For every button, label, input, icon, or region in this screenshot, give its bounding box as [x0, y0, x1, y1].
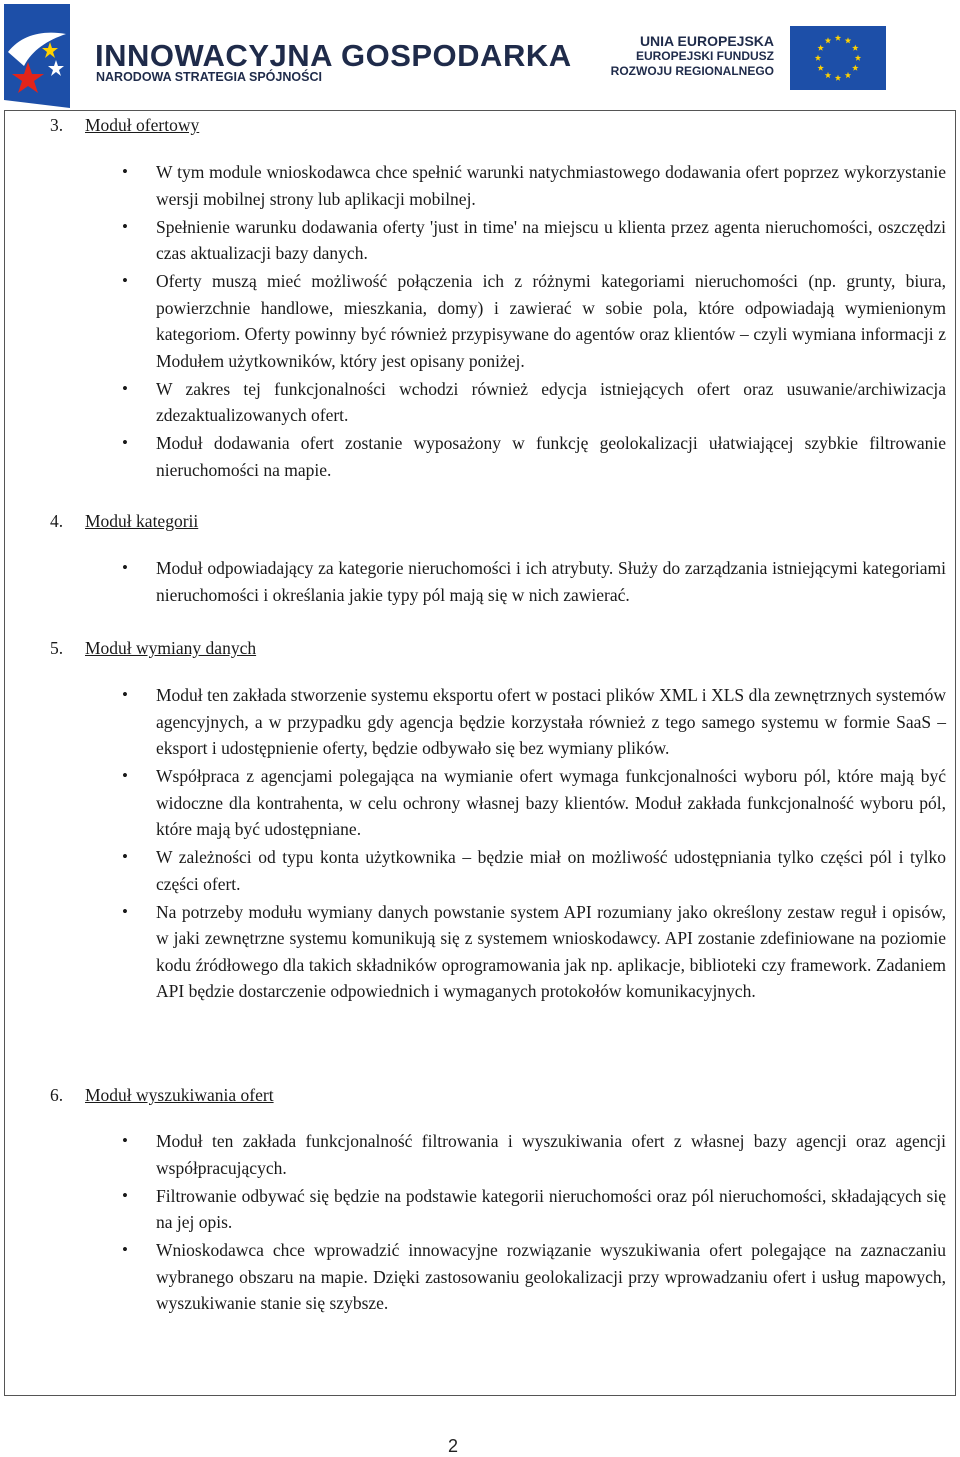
bullet-list-4 [156, 555, 946, 610]
bullet-list-3 [156, 159, 946, 485]
section-number: 3. [50, 115, 64, 135]
section-title: Moduł wyszukiwania ofert [85, 1085, 274, 1105]
section-number: 4. [50, 511, 64, 531]
eu-line-2: EUROPEJSKI FUNDUSZ [635, 49, 774, 63]
list-item: • Współpraca z agencjami polegająca na wymianie ofert wymaga funkcjonalności wyboru pól, które mają być widoczne dla kontrahenta, w celu ochrony własnej bazy klientów. Moduł zakłada funkcjonalność wyboru pól, które mają być udostępniane. [156, 763, 946, 843]
list-item: • Moduł ten zakłada stworzenie systemu eksportu ofert w postaci plików XML i XLS dla zewnętrznych systemów agencyjnych, a w przypadku gdy agencja będzie korzystała również z tego samego systemu w formie SaaS – eksport i udostępnienie oferty, będzie odbywało się bez wymiany plików. [156, 682, 946, 762]
section-title: Moduł kategorii [85, 511, 199, 531]
innowacyjna-gospodarka-logo-icon [4, 4, 70, 108]
section-title: Moduł ofertowy [85, 115, 200, 135]
eu-line-3: ROZWOJU REGIONALNEGO [610, 64, 774, 78]
page-number: 2 [448, 1436, 459, 1456]
list-item: • Wnioskodawca chce wprowadzić innowacyjne rozwiązanie wyszukiwania ofert polegające na zaznaczaniu wybranego obszaru na mapie. Dzięki zastosowaniu geolokalizacji przy wprowadzaniu ofert i usług mapowych, wyszukiwanie stanie się szybsze. [156, 1237, 946, 1317]
section-title: Moduł wymiany danych [85, 638, 257, 658]
list-item: • Moduł dodawania ofert zostanie wyposażony w funkcję geolokalizacji ułatwiającej szybkie filtrowanie nieruchomości na mapie. [156, 430, 946, 483]
list-item: • W tym module wnioskodawca chce spełnić warunki natychmiastowego dodawania ofert poprzez wykorzystanie wersji mobilnej strony lub aplikacji mobilnej. [156, 159, 946, 212]
section-heading-3 [50, 112, 199, 138]
program-subtitle: NARODOWA STRATEGIA SPÓJNOŚCI [96, 70, 322, 84]
eu-line-1: UNIA EUROPEJSKA [639, 33, 774, 49]
list-item: • Oferty muszą mieć możliwość połączenia ich z różnymi kategoriami nieruchomości (np. grunty, biura, powierzchnie handlowe, mieszkania, domy) i zawierać w sobie pola, które odpowiadają wymienionym kategoriom. Oferty powinny być również przypisywane do agentów oraz klientów – czyli wymiana informacji z Modułem użytkowników, który jest opisany poniżej. [156, 268, 946, 374]
list-item: • Spełnienie warunku dodawania oferty 'just in time' na miejscu u klienta przez agenta nieruchomości, oszczędzi czas aktualizacji bazy danych. [156, 214, 946, 267]
bullet-list-5 [156, 682, 946, 1006]
section-number: 5. [50, 638, 64, 658]
eu-flag-icon [790, 26, 886, 90]
list-item: • Filtrowanie odbywać się będzie na podstawie kategorii nieruchomości oraz pól nieruchomości, składających się na jej opis. [156, 1183, 946, 1236]
section-heading-4 [50, 508, 198, 534]
section-number: 6. [50, 1085, 64, 1105]
section-heading-6 [50, 1082, 274, 1108]
list-item: • Moduł odpowiadający za kategorie nieruchomości i ich atrybuty. Służy do zarządzania istniejącymi kategoriami nieruchomości i określania jakie typy pól mają się w nich zawierać. [156, 555, 946, 608]
section-heading-5 [50, 635, 256, 661]
list-item: • Moduł ten zakłada funkcjonalność filtrowania i wyszukiwania ofert z własnej bazy agencji oraz agencji współpracujących. [156, 1128, 946, 1181]
program-title: INNOWACYJNA GOSPODARKA [95, 38, 572, 73]
list-item: • W zakres tej funkcjonalności wchodzi również edycja istniejących ofert oraz usuwanie/archiwizacja zdezaktualizowanych ofert. [156, 376, 946, 429]
bullet-list-6 [156, 1128, 946, 1318]
list-item: • Na potrzeby modułu wymiany danych powstanie system API rozumiany jako określony zestaw reguł i opisów, w jaki zewnętrzne systemu komunikują się z systemem wnioskodawcy. API zostanie zdefiniowane na poziomie kodu źródłowego dla takich składników oprogramowania jak np. aplikacje, biblioteki czy framework. Zadaniem API będzie dostarczenie odpowiednich i wymaganych protokołów komunikacyjnych. [156, 899, 946, 1005]
eu-text-block [611, 33, 774, 79]
list-item: • W zależności od typu konta użytkownika – będzie miał on możliwość udostępniania tylko części pól i tylko części ofert. [156, 844, 946, 897]
page-header [0, 0, 960, 110]
